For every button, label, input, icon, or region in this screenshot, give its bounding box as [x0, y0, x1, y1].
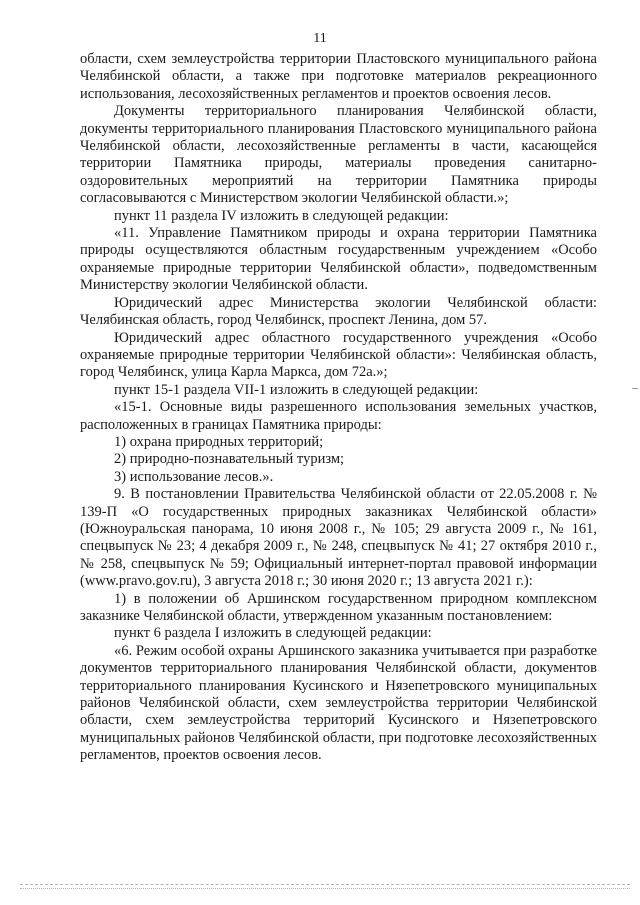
paragraph-item-11-instruction: пункт 11 раздела IV изложить в следующей редакции: — [114, 207, 449, 224]
margin-mark — [632, 388, 638, 389]
page-number: 11 — [313, 31, 327, 46]
paragraph-ministry-address: Юридический адрес Министерства экологии Челябинской области: Челябинская область, город Челябинск, проспект Ленина, дом 57. — [80, 294, 597, 329]
paragraph-planning-documents: Документы территориального планирования Челябинской области, документы территориального планирования Пластовского муниципального района Челябинской области, лесохозяйственные регламенты в части, касающейся территории Памятника природы, материалы проведения санитарно-оздоровительных мероприятий на территории Памятника природы согласовываются с Министерством экологии Челябинской области.»; — [80, 103, 597, 207]
paragraph-item-6-instruction: пункт 6 раздела I изложить в следующей редакции: — [114, 625, 432, 642]
list-item: 1) охрана природных территорий; — [114, 433, 324, 450]
paragraph-institution-address: Юридический адрес областного государственного учреждения «Особо охраняемые природные территории Челябинской области»: Челябинская область, город Челябинск, улица Карла Маркса, дом 72а.»; — [80, 329, 597, 381]
list-item: 3) использование лесов.». — [114, 468, 274, 485]
paragraph-item-11: «11. Управление Памятником природы и охрана территории Памятника природы осуществляются областным государственным учреждением «Особо охраняемые природные территории Челябинской области», подведомственным Министерству экологии Челябинской области. — [80, 225, 597, 294]
paragraph-item-6: «6. Режим особой охраны Аршинского заказника учитывается при разработке документов территориального планирования Челябинской области, документов территориального планирования Кусинского и Нязепетровского муниципальных районов Челябинской области, схем землеустройства территории Челябинской области, схем землеустройства территорий Кусинского и Нязепетровского муниципальных районов Челябинской области, при подготовке лесохозяйственных регламентов, проектов освоения лесов. — [80, 642, 597, 764]
paragraph-continuation: области, схем землеустройства территории Пластовского муниципального района Челябинской области, а также при подготовке материалов рекреационного использования, лесохозяйственных регламентов и проектов освоения лесов. — [80, 51, 597, 102]
paragraph-item-15-1: «15-1. Основные виды разрешенного использования земельных участков, расположенных в границах Памятника природы: — [80, 399, 597, 433]
list-item: 2) природно-познавательный туризм; — [114, 451, 345, 468]
paragraph-arshinsky-regulation: 1) в положении об Аршинском государственном природном комплексном заказнике Челябинской области, утвержденном указанным постановлением: — [80, 590, 597, 624]
paragraph-item-15-1-instruction: пункт 15-1 раздела VII-1 изложить в следующей редакции: — [114, 381, 479, 398]
scan-edge-line — [20, 888, 630, 889]
paragraph-section-9: 9. В постановлении Правительства Челябинской области от 22.05.2008 г. № 139-П «О государственных природных заказниках Челябинской области» (Южноуральская панорама, 10 июня 2008 г., № 105; 29 августа 2009 г., № 161, спецвыпуск № 23; 4 декабря 2009 г., № 248, спецвыпуск № 41; 27 октября 2010 г., № 258, спецвыпуск № 59; Официальный интернет-портал правовой информации (www.pravo.gov.ru), 3 августа 2018 г.; 30 июня 2020 г.; 13 августа 2021 г.): — [80, 486, 597, 590]
document-body — [80, 51, 597, 765]
scan-edge-line — [20, 884, 630, 885]
